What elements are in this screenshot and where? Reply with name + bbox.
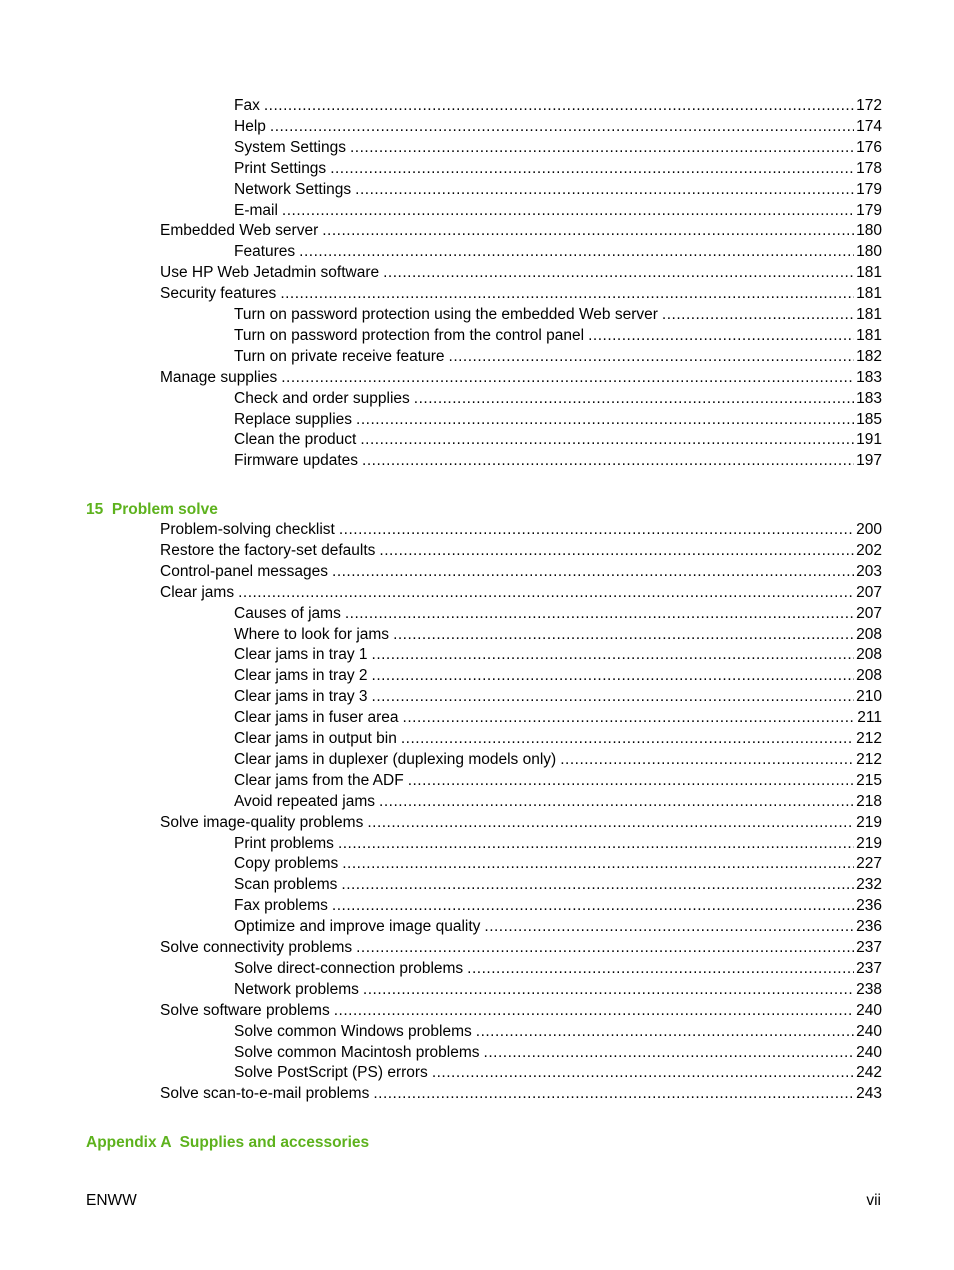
toc-entry-label: Print problems xyxy=(234,834,334,852)
footer-left-label: ENWW xyxy=(86,1192,137,1209)
toc-entry[interactable] xyxy=(234,980,882,1000)
toc-entry-page-number: 218 xyxy=(856,792,882,810)
toc-entry[interactable] xyxy=(234,625,882,645)
dot-leader xyxy=(238,583,854,603)
toc-entry-page-number: 219 xyxy=(856,834,882,852)
toc-entry-page-number: 178 xyxy=(856,159,882,177)
dot-leader xyxy=(342,854,854,874)
dot-leader xyxy=(484,917,854,937)
toc-entry-page-number: 176 xyxy=(856,138,882,156)
toc-entry-label: Avoid repeated jams xyxy=(234,792,376,810)
toc-entry-label: Copy problems xyxy=(234,855,339,873)
dot-leader xyxy=(341,875,854,895)
toc-entry-page-number: 236 xyxy=(856,918,882,936)
toc-entry-page-number: 181 xyxy=(856,285,882,303)
toc-entry[interactable] xyxy=(234,180,882,200)
dot-leader xyxy=(373,1084,854,1104)
dot-leader xyxy=(401,729,854,749)
toc-entry-label: Embedded Web server xyxy=(160,222,319,240)
toc-entry[interactable] xyxy=(234,347,882,367)
dot-leader xyxy=(379,541,854,561)
toc-entry-label: Clear jams in tray 1 xyxy=(234,646,368,664)
toc-entry-label: Clear jams in tray 3 xyxy=(234,688,368,706)
toc-entry[interactable] xyxy=(234,1022,882,1042)
toc-entry-page-number: 182 xyxy=(856,347,882,365)
toc-entry-label: Network problems xyxy=(234,980,359,998)
chapter-heading-15[interactable]: 15 Problem solve xyxy=(86,501,218,518)
toc-entry-label: Solve image-quality problems xyxy=(160,813,364,831)
toc-entry-page-number: 240 xyxy=(856,1022,882,1040)
toc-entry-page-number: 232 xyxy=(856,876,882,894)
toc-entry[interactable] xyxy=(234,326,882,346)
dot-leader xyxy=(408,771,854,791)
toc-entry-label: Solve direct-connection problems xyxy=(234,959,464,977)
toc-entry-page-number: 200 xyxy=(856,521,882,538)
toc-entry-label: Solve common Windows problems xyxy=(234,1022,472,1040)
dot-leader xyxy=(345,604,854,624)
toc-entry-page-number: 179 xyxy=(856,180,882,198)
toc-entry-label: Causes of jams xyxy=(234,604,341,622)
dot-leader xyxy=(280,284,854,304)
toc-entry[interactable] xyxy=(234,959,882,979)
toc-entry-label: Use HP Web Jetadmin software xyxy=(160,264,380,282)
toc-entry[interactable] xyxy=(160,562,882,582)
toc-entry[interactable] xyxy=(234,117,882,137)
toc-entry-label: Clear jams in output bin xyxy=(234,730,397,747)
page-number: vii xyxy=(866,1192,881,1209)
dot-leader xyxy=(560,750,854,770)
toc-entry-page-number: 240 xyxy=(856,1001,882,1019)
dot-leader xyxy=(363,980,854,1000)
dot-leader xyxy=(367,813,854,833)
toc-entry-label: Optimize and improve image quality xyxy=(234,918,481,936)
dot-leader xyxy=(299,242,854,262)
dot-leader xyxy=(372,645,855,665)
toc-entry-label: Solve common Macintosh problems xyxy=(234,1043,480,1061)
dot-leader xyxy=(383,263,854,283)
toc-entry-label: Scan problems xyxy=(234,876,338,894)
dot-leader xyxy=(662,305,854,325)
toc-entry[interactable] xyxy=(160,583,882,603)
toc-entry-page-number: 180 xyxy=(856,222,882,240)
dot-leader xyxy=(338,834,854,854)
dot-leader xyxy=(270,117,854,137)
toc-entry-label: Clear jams from the ADF xyxy=(234,771,404,789)
toc-entry-page-number: 210 xyxy=(856,688,882,706)
toc-entry[interactable] xyxy=(234,708,882,728)
toc-entry[interactable] xyxy=(234,687,882,707)
dot-leader xyxy=(355,180,854,200)
dot-leader xyxy=(362,451,854,471)
toc-entry-label: Solve PostScript (PS) errors xyxy=(234,1064,428,1082)
toc-entry[interactable] xyxy=(234,917,882,937)
toc-entry-page-number: 183 xyxy=(856,389,882,407)
toc-entry-label: Clear jams xyxy=(160,583,235,601)
dot-leader xyxy=(484,1043,855,1063)
toc-entry-page-number: 212 xyxy=(856,730,882,747)
toc-entry-page-number: 180 xyxy=(856,243,882,261)
dot-leader xyxy=(330,159,854,179)
toc-entry-label: Help xyxy=(234,117,266,135)
toc-entry-label: System Settings xyxy=(234,138,346,156)
toc-entry[interactable] xyxy=(234,430,882,450)
toc-entry-label: Replace supplies xyxy=(234,410,353,428)
toc-entry[interactable] xyxy=(160,1001,882,1021)
dot-leader xyxy=(339,520,854,540)
toc-entry[interactable] xyxy=(160,1084,882,1104)
dot-leader xyxy=(372,687,855,707)
toc-entry-label: Clear jams in tray 2 xyxy=(234,667,368,685)
toc-entry[interactable] xyxy=(160,938,882,958)
toc-entry-label: Clean the product xyxy=(234,431,357,449)
toc-entry-label: Print Settings xyxy=(234,159,327,177)
dot-leader xyxy=(360,430,854,450)
toc-entry[interactable] xyxy=(234,834,882,854)
toc-entry[interactable] xyxy=(234,645,882,665)
toc-entry-label: Restore the factory-set defaults xyxy=(160,541,376,559)
toc-entry[interactable] xyxy=(234,792,882,812)
toc-entry[interactable] xyxy=(160,221,882,241)
dot-leader xyxy=(282,201,854,221)
dot-leader xyxy=(322,221,854,241)
toc-entry[interactable] xyxy=(234,1043,882,1063)
dot-leader xyxy=(350,138,854,158)
toc-entry-label: Turn on private receive feature xyxy=(234,347,445,365)
toc-entry[interactable] xyxy=(234,729,882,749)
dot-leader xyxy=(372,666,855,686)
toc-entry-page-number: 237 xyxy=(856,939,882,956)
toc-entry-page-number: 242 xyxy=(856,1064,882,1082)
dot-leader xyxy=(356,410,854,430)
toc-entry-label: Clear jams in duplexer (duplexing models only) xyxy=(234,750,557,768)
toc-entry-page-number: 236 xyxy=(856,897,882,915)
toc-entry-page-number: 181 xyxy=(856,326,882,344)
toc-entry[interactable] xyxy=(234,771,882,791)
toc-entry[interactable] xyxy=(234,1063,882,1083)
toc-entry-page-number: 172 xyxy=(856,97,882,114)
toc-entry-page-number: 207 xyxy=(856,583,882,601)
toc-entry[interactable] xyxy=(234,242,882,262)
toc-entry[interactable] xyxy=(160,284,882,304)
toc-entry-label: Fax xyxy=(234,97,260,114)
toc-entry-page-number: 237 xyxy=(856,959,882,977)
toc-entry-label: E-mail xyxy=(234,201,278,219)
dot-leader xyxy=(467,959,854,979)
toc-entry-page-number: 179 xyxy=(856,201,882,219)
dot-leader xyxy=(588,326,854,346)
toc-entry[interactable] xyxy=(234,854,882,874)
toc-entry[interactable] xyxy=(234,604,882,624)
toc-entry-page-number: 208 xyxy=(856,646,882,664)
toc-entry-page-number: 181 xyxy=(856,264,882,282)
toc-entry-label: Network Settings xyxy=(234,180,352,198)
appendix-heading-a[interactable]: Appendix A Supplies and accessories xyxy=(86,1134,370,1151)
toc-entry[interactable] xyxy=(160,541,882,561)
dot-leader xyxy=(332,896,854,916)
dot-leader xyxy=(476,1022,854,1042)
toc-entry[interactable] xyxy=(234,389,882,409)
toc-entry-page-number: 208 xyxy=(856,667,882,685)
toc-entry-page-number: 174 xyxy=(856,117,882,135)
dot-leader xyxy=(379,792,854,812)
toc-entry-label: Solve scan-to-e-mail problems xyxy=(160,1085,370,1103)
toc-entry-label: Check and order supplies xyxy=(234,389,410,407)
toc-entry[interactable] xyxy=(234,875,882,895)
toc-entry-label: Control-panel messages xyxy=(160,562,329,580)
toc-entry-label: Security features xyxy=(160,285,277,303)
toc-entry-page-number: 203 xyxy=(856,562,882,580)
toc-entry-label: Turn on password protection from the control panel xyxy=(234,326,585,344)
toc-entry[interactable] xyxy=(160,520,882,540)
toc-entry[interactable] xyxy=(160,813,882,833)
dot-leader xyxy=(356,938,854,958)
toc-entry[interactable] xyxy=(234,410,882,430)
toc-entry-page-number: 191 xyxy=(856,431,882,449)
dot-leader xyxy=(403,708,856,728)
toc-entry-page-number: 211 xyxy=(857,709,882,727)
toc-entry-page-number: 227 xyxy=(856,855,882,873)
dot-leader xyxy=(281,368,854,388)
toc-entry-label: Features xyxy=(234,243,296,261)
toc-entry-label: Problem-solving checklist xyxy=(160,521,335,538)
toc-entry-label: Clear jams in fuser area xyxy=(234,709,399,727)
toc-entry-page-number: 219 xyxy=(856,813,882,831)
toc-entry[interactable] xyxy=(160,263,882,283)
toc-entry-page-number: 243 xyxy=(856,1085,882,1103)
dot-leader xyxy=(449,347,855,367)
toc-entry-page-number: 215 xyxy=(856,771,882,789)
toc-entry[interactable] xyxy=(234,159,882,179)
toc-entry[interactable] xyxy=(234,138,882,158)
toc-entry[interactable] xyxy=(234,201,882,221)
toc-entry-label: Turn on password protection using the embedded Web server xyxy=(234,306,658,323)
toc-entry-label: Fax problems xyxy=(234,897,328,915)
dot-leader xyxy=(332,562,854,582)
toc-entry-page-number: 238 xyxy=(856,980,882,998)
toc-entry[interactable] xyxy=(234,451,882,471)
toc-entry-page-number: 202 xyxy=(856,541,882,559)
toc-entry[interactable] xyxy=(234,896,882,916)
toc-entry-page-number: 208 xyxy=(856,625,882,643)
toc-entry-page-number: 197 xyxy=(856,452,882,470)
toc-entry[interactable] xyxy=(234,750,882,770)
dot-leader xyxy=(414,389,854,409)
dot-leader xyxy=(432,1063,854,1083)
toc-entry-label: Solve connectivity problems xyxy=(160,939,353,956)
toc-entry-page-number: 207 xyxy=(856,604,882,622)
dot-leader xyxy=(264,96,854,116)
toc-entry-page-number: 185 xyxy=(856,410,882,428)
toc-entry-page-number: 240 xyxy=(856,1043,882,1061)
toc-entry-page-number: 183 xyxy=(856,368,882,386)
toc-entry-label: Solve software problems xyxy=(160,1001,330,1019)
toc-entry-label: Firmware updates xyxy=(234,452,359,470)
toc-entry[interactable] xyxy=(234,96,882,116)
toc-entry-page-number: 212 xyxy=(856,750,882,768)
toc-entry-label: Manage supplies xyxy=(160,368,278,386)
toc-entry[interactable] xyxy=(234,666,882,686)
toc-entry-page-number: 181 xyxy=(856,306,882,323)
dot-leader xyxy=(393,625,854,645)
toc-entry-label: Where to look for jams xyxy=(234,625,390,643)
toc-entry[interactable] xyxy=(234,305,882,325)
dot-leader xyxy=(334,1001,854,1021)
toc-entry[interactable] xyxy=(160,368,882,388)
